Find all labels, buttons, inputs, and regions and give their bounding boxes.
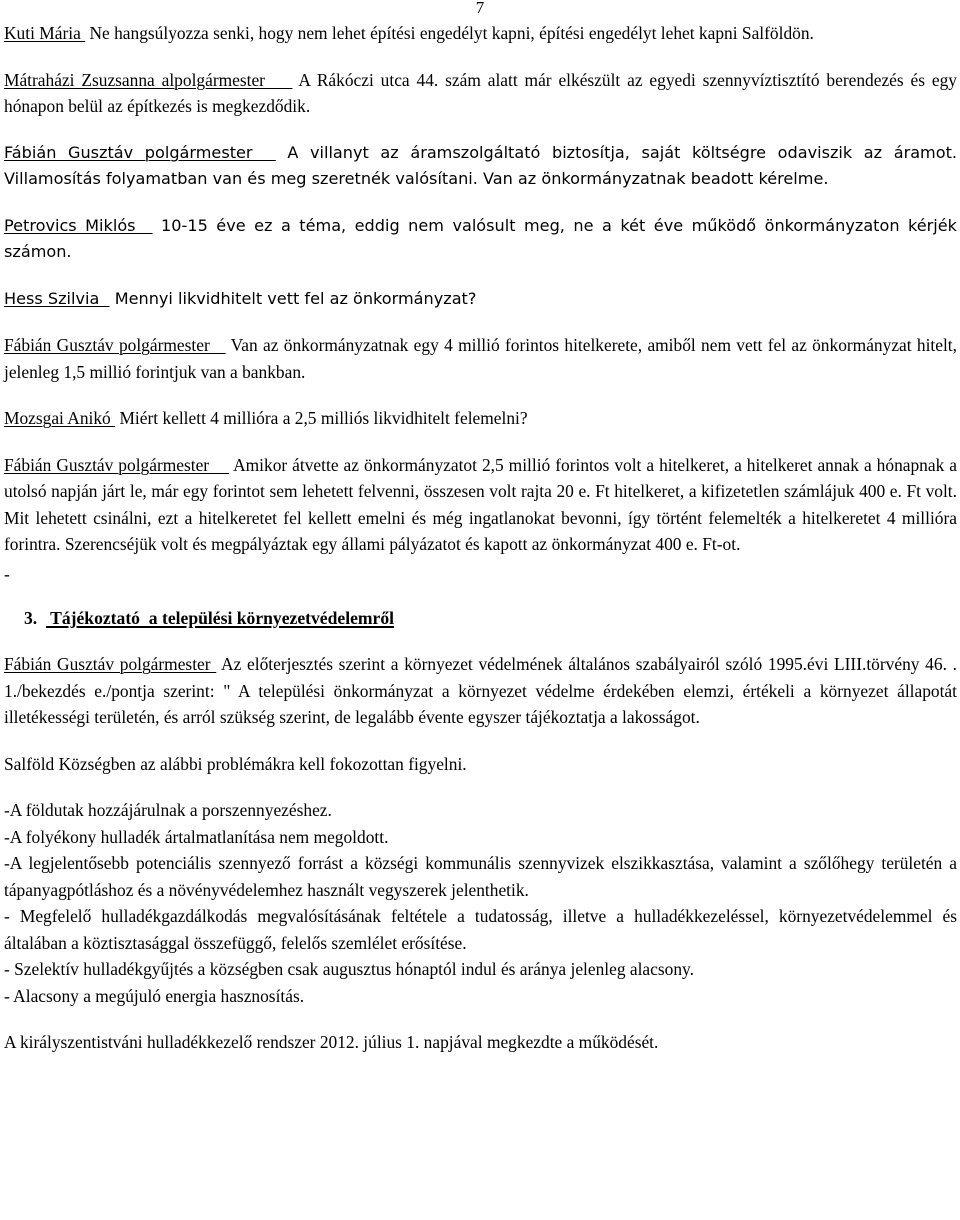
- document-body: [4, 20, 957, 1056]
- paragraph-text: Van az önkormányzatnak egy 4 millió forintos hitelkerete, amiből nem vett fel az önkormányzat hitelt, jelenleg 1,5 millió forintjuk van a bankban.: [4, 335, 957, 382]
- paragraph-fabian-3: [4, 452, 957, 558]
- closing-text: A királyszentistváni hulladékkezelő rendszer 2012. július 1. napjával megkezdte a működését.: [4, 1032, 659, 1052]
- section-title: Tájékoztató a települési környezetvédelemről: [46, 608, 395, 628]
- speaker-name: Hess Szilvia: [4, 288, 110, 308]
- paragraph-text: A villanyt az áramszolgáltató biztosítja, saját költségre odaviszik az áramot. Villamosítás folyamatban van és meg szeretnék valósítani. Van az önkormányzatnak beadott kérelme.: [4, 142, 958, 188]
- list-item: -A folyékony hulladék ártalmatlanítása nem megoldott.: [4, 826, 389, 847]
- list-item: - Alacsony a megújuló energia hasznosítás.: [4, 985, 305, 1006]
- paragraph-mozsgai: [4, 405, 957, 432]
- paragraph-hess: [4, 286, 957, 313]
- paragraph-matrahazi: [4, 67, 957, 120]
- paragraph-kuti: [4, 20, 957, 47]
- paragraph-report: [4, 651, 957, 731]
- list-item: -A földutak hozzájárulnak a porszennyezéshez.: [4, 800, 332, 820]
- paragraph-text: Miért kellett 4 millióra a 2,5 milliós likvidhitelt felemelni?: [115, 408, 528, 428]
- problem-list: [4, 797, 957, 1009]
- section-number: 3.: [24, 608, 38, 628]
- speaker-name: Petrovics Miklós: [4, 215, 153, 235]
- paragraph-fabian-2: [4, 332, 957, 385]
- section-heading: [4, 605, 957, 631]
- speaker-name: Mozsgai Anikó: [4, 408, 116, 428]
- speaker-name: Mátraházi Zsuzsanna alpolgármester: [4, 69, 293, 90]
- paragraph-fabian-1: [4, 140, 957, 193]
- list-item: -A legjelentősebb potenciális szennyező forrást a községi kommunális szennyvizek elszikkasztása, valamint a szőlőhegy területén a tápanyagpótláshoz és a növényvédelemhez használt vegyszerek jelenthetik.: [4, 853, 957, 900]
- list-item: - Megfelelő hulladékgazdálkodás megvalósításának feltétele a tudatosság, illetve a hulladékkezeléssel, környezetvédelemmel és általában a köztisztasággal összefüggő, felelős szemlélet erősítése.: [4, 906, 957, 953]
- speaker-name: Kuti Mária: [4, 23, 86, 43]
- page-number: 7: [475, 0, 485, 17]
- paragraph-text: Mennyi likvidhitelt vett fel az önkormányzat?: [109, 288, 477, 308]
- speaker-name: Fábián Gusztáv polgármester: [4, 654, 217, 674]
- paragraph-text: Amikor átvette az önkormányzatot 2,5 millió forintos volt a hitelkeret, a hitelkeret annak a hónapnak a utolsó napján járt le, már egy forintot sem lehetett felvenni, összesen volt rajta 20 e. Ft hitelkeret, a kifizetetlen számlájuk 400 e. Ft volt. Mit lehetett csinálni, ezt a hitelkeretet fel kellett emelni és még ingatlanokat bevonni, így történt felemelték a hitelkeretet 4 millióra forintra. Szerencséjük volt és megpályáztak egy állami pályázatot és kapott az önkormányzat 400 e. Ft-ot.: [4, 454, 957, 554]
- speaker-name: Fábián Gusztáv polgármester: [4, 142, 276, 162]
- list-item: - Szelektív hulladékgyűjtés a községben csak augusztus hónaptól indul és aránya jelenleg alacsony.: [4, 959, 694, 979]
- paragraph-petrovics: [4, 213, 957, 266]
- paragraph-text: Az előterjesztés szerint a környezet védelmének általános szabályairól szóló 1995.évi LIII.törvény 46. . 1./bekezdés e./pontja szerint: " A települési önkormányzat a környezet védelme érdekében elemzi, értékeli a környezet állapotát illetékességi területén, és arról szükség szerint, de legalább évente egyszer tájékoztatja a lakosságot.: [4, 654, 957, 727]
- intro-text: Salföld Községben az alábbi problémákra kell fokozottan figyelni.: [4, 753, 467, 774]
- paragraph-text: A Rákóczi utca 44. szám alatt már elkészült az egyedi szennyvíztisztító berendezés és egy hónapon belül az építkezés is megkezdődik.: [4, 69, 957, 116]
- speaker-name: Fábián Gusztáv polgármester: [4, 454, 230, 475]
- paragraph-text: Ne hangsúlyozza senki, hogy nem lehet építési engedélyt kapni, építési engedélyt lehet kapni Salföldön.: [85, 23, 814, 43]
- speaker-name: Fábián Gusztáv polgármester: [4, 335, 226, 355]
- dash-line: -: [4, 563, 10, 584]
- paragraph-text: 10-15 éve ez a téma, eddig nem valósult meg, ne a két éve működő önkormányzaton kérjék számon.: [4, 215, 957, 261]
